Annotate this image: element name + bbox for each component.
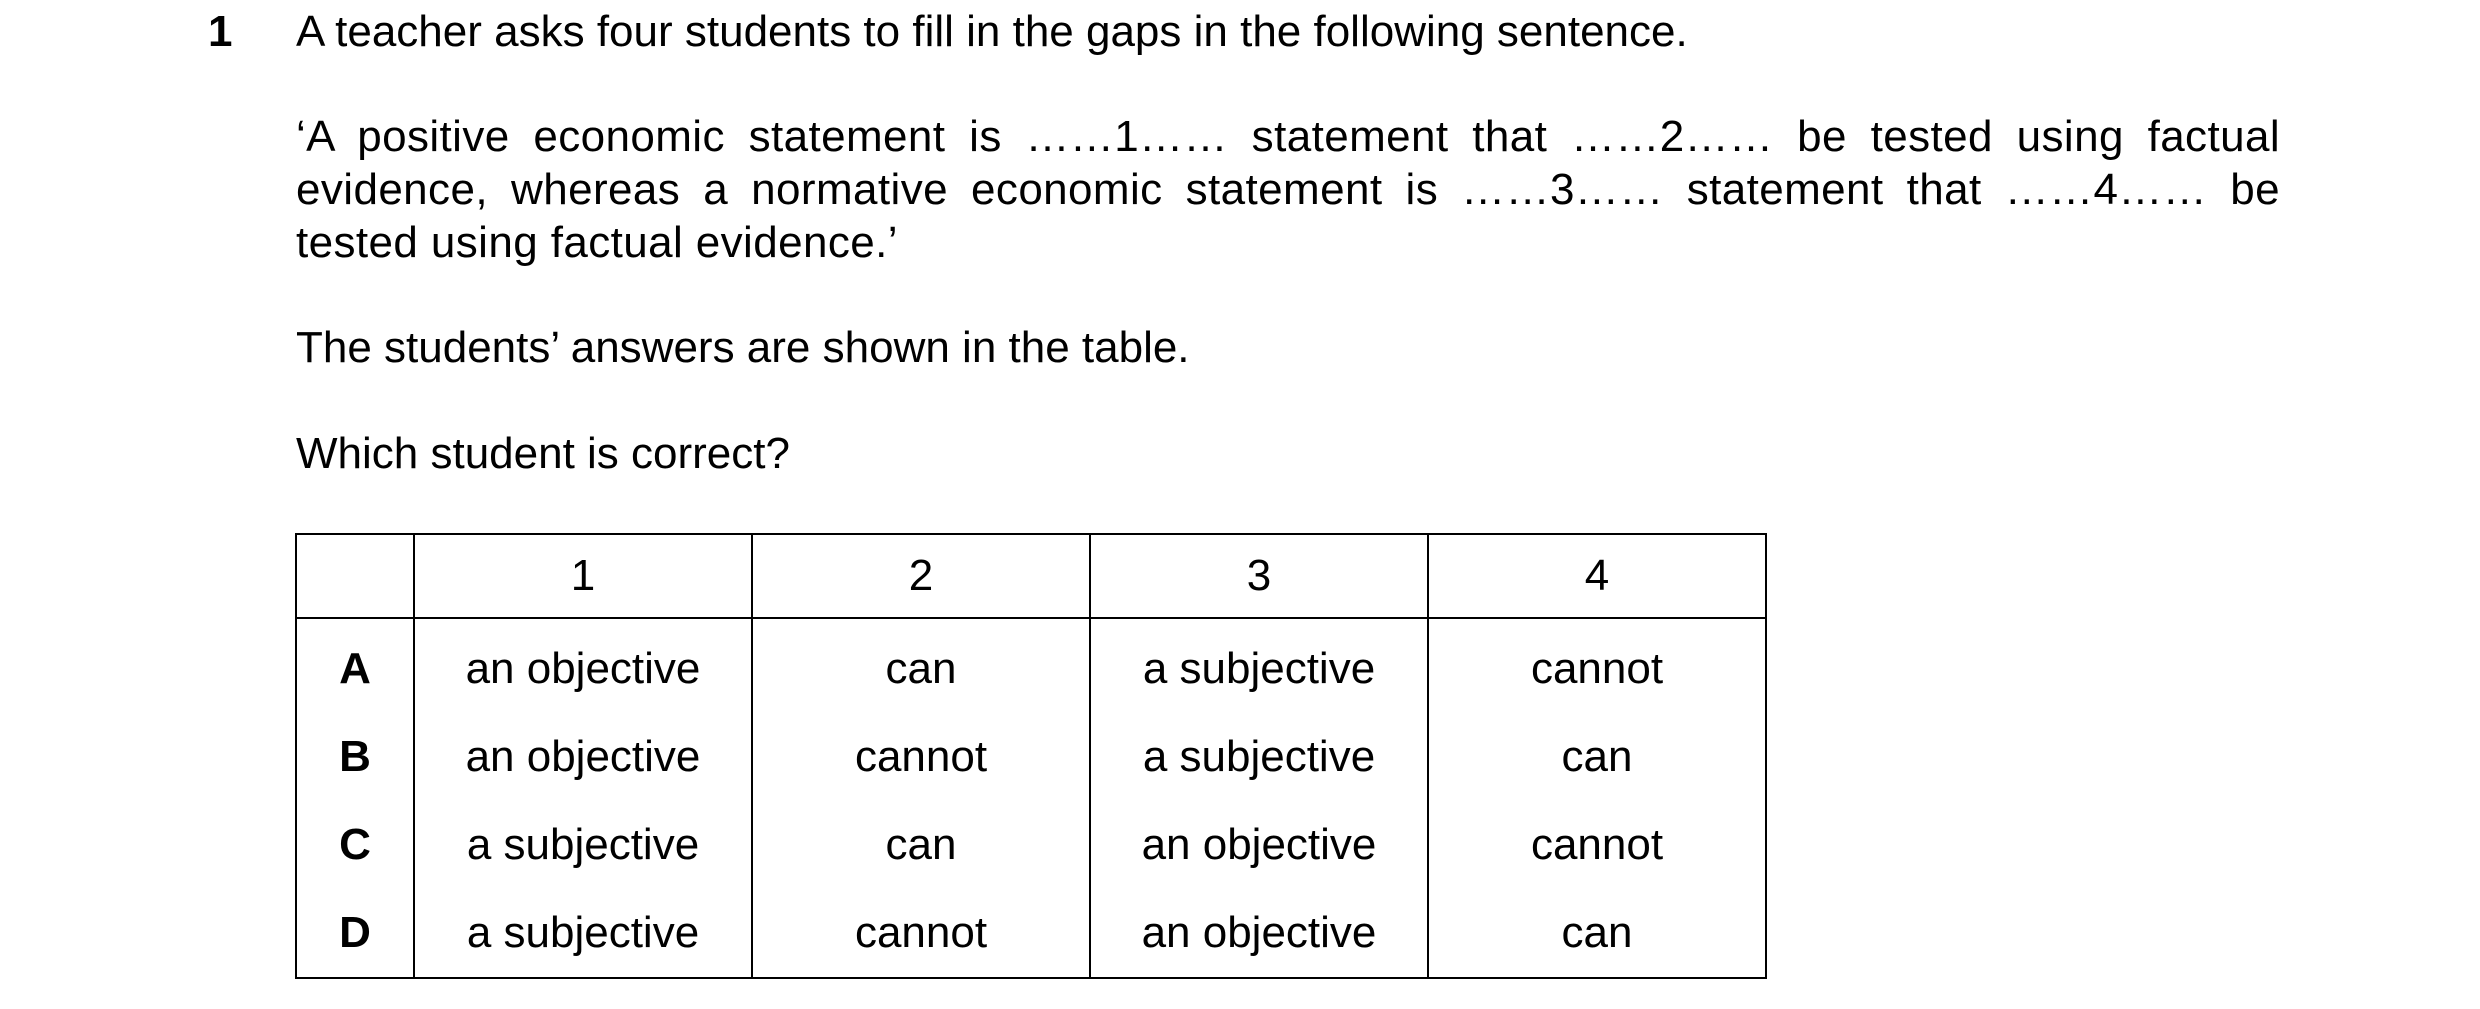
option-letter: B bbox=[296, 713, 414, 801]
answer-cell: a subjective bbox=[1090, 618, 1428, 713]
header-gap-1: 1 bbox=[414, 534, 752, 618]
header-blank bbox=[296, 534, 414, 618]
answer-cell: an objective bbox=[414, 618, 752, 713]
answer-cell: can bbox=[1428, 713, 1766, 801]
option-letter: C bbox=[296, 801, 414, 889]
answers-table bbox=[295, 533, 1767, 979]
table-row bbox=[296, 889, 1766, 978]
answer-cell: can bbox=[752, 801, 1090, 889]
answer-cell: cannot bbox=[752, 713, 1090, 801]
table-row bbox=[296, 713, 1766, 801]
answer-cell: can bbox=[752, 618, 1090, 713]
question-prompt: Which student is correct? bbox=[296, 429, 790, 478]
table-header-row bbox=[296, 534, 1766, 618]
header-gap-4: 4 bbox=[1428, 534, 1766, 618]
question-number: 1 bbox=[208, 7, 233, 56]
answer-cell: an objective bbox=[1090, 889, 1428, 978]
answer-cell: cannot bbox=[1428, 618, 1766, 713]
answer-cell: a subjective bbox=[414, 889, 752, 978]
table-intro: The students’ answers are shown in the table. bbox=[296, 323, 1190, 372]
answer-cell: cannot bbox=[1428, 801, 1766, 889]
answer-cell: a subjective bbox=[1090, 713, 1428, 801]
answer-cell: a subjective bbox=[414, 801, 752, 889]
question-intro: A teacher asks four students to fill in the gaps in the following sentence. bbox=[296, 7, 1688, 56]
table-row bbox=[296, 801, 1766, 889]
answer-cell: an objective bbox=[414, 713, 752, 801]
header-gap-3: 3 bbox=[1090, 534, 1428, 618]
table-row bbox=[296, 618, 1766, 713]
answer-cell: can bbox=[1428, 889, 1766, 978]
header-gap-2: 2 bbox=[752, 534, 1090, 618]
answer-cell: cannot bbox=[752, 889, 1090, 978]
gap-fill-sentence: ‘A positive economic statement is ……1…… statement that ……2…… be tested using factual evidence, whereas a normative economic statement is ……3…… statement that ……4…… be tested using factual evidence.’ bbox=[296, 112, 2280, 267]
option-letter: D bbox=[296, 889, 414, 978]
answer-cell: an objective bbox=[1090, 801, 1428, 889]
option-letter: A bbox=[296, 618, 414, 713]
